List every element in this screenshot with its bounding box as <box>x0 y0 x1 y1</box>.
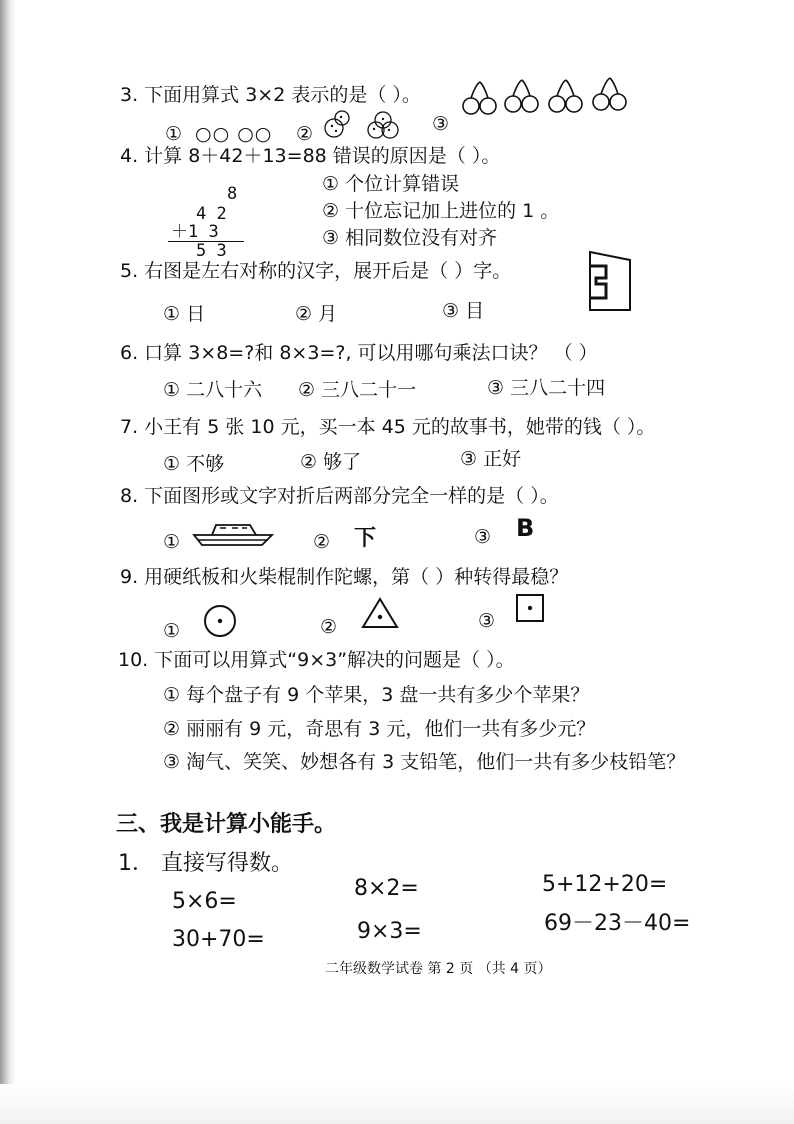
question-9-text: 9. 用硬纸板和火柴棍制作陀螺，第（ ）种转得最稳？ <box>120 566 569 588</box>
q4-option-2: ② 十位忘记加上进位的 1 。 <box>322 200 560 222</box>
q3-option-3-label: ③ <box>432 113 450 135</box>
section-3-heading: 三、我是计算小能手。 <box>116 812 337 837</box>
vertical-addend-2: 4 2 <box>196 204 227 224</box>
q10-option-1: ① 每个盘子有 9 个苹果，3 盘一共有多少个苹果？ <box>163 684 590 706</box>
scan-shadow-bottom <box>0 1084 794 1124</box>
calc-problem: 5×6= <box>172 889 237 914</box>
q5-option-2: ② 月 <box>295 303 338 325</box>
question-10-text: 10. 下面可以用算式“9×3”解决的问题是（ ）。 <box>118 649 515 671</box>
calc-problem: 5+12+20= <box>542 872 668 897</box>
q8-option-1-label: ① <box>163 531 181 553</box>
calc-problem: 9×3= <box>357 919 422 944</box>
q8-option-3-character: B <box>516 514 535 542</box>
calc-problem: 8×2= <box>354 876 419 901</box>
question-6-text: 6. 口算 3×8=?和 8×3=?, 可以用哪句乘法口诀？ （ ） <box>120 342 598 364</box>
q6-option-1: ① 二八十六 <box>163 379 263 401</box>
section-3-subheading: 1． 直接写得数。 <box>118 851 293 876</box>
q4-option-1: ① 个位计算错误 <box>322 173 460 195</box>
q6-option-3: ③ 三八二十四 <box>487 377 606 399</box>
q9-option-2-label: ② <box>320 616 338 638</box>
q7-option-1: ① 不够 <box>163 453 225 475</box>
q10-option-2: ② 丽丽有 9 元，奇思有 3 元，他们一共有多少元？ <box>163 718 596 740</box>
boat-icon <box>192 519 274 547</box>
vertical-sum: 5 3 <box>196 241 227 261</box>
square-top-icon <box>514 592 546 624</box>
calc-problem: 69－23－40= <box>544 911 691 936</box>
q8-option-3-label: ③ <box>474 526 492 548</box>
calc-problem: 30+70= <box>172 927 265 952</box>
circle-top-icon <box>202 603 238 639</box>
q7-option-3: ③ 正好 <box>460 448 522 470</box>
question-4-text: 4. 计算 8＋42＋13=88 错误的原因是（ ）。 <box>120 145 501 167</box>
question-8-text: 8. 下面图形或文字对折后两部分完全一样的是（ ）。 <box>120 485 559 507</box>
q8-option-2-label: ② <box>313 531 331 553</box>
vertical-addend-3: ＋1 3 <box>171 222 219 242</box>
question-5-text: 5. 右图是左右对称的汉字，展开后是（ ）字。 <box>120 260 512 282</box>
q9-option-3-label: ③ <box>478 610 496 632</box>
half-character-figure <box>586 248 636 312</box>
q5-option-3: ③ 目 <box>442 300 485 322</box>
q9-option-1-label: ① <box>163 620 181 642</box>
q10-option-3: ③ 淘气、笑笑、妙想各有 3 支铅笔，他们一共有多少枝铅笔？ <box>163 751 686 773</box>
q3-option-1-label: ① <box>165 123 183 145</box>
cherries-icon <box>462 78 632 118</box>
scan-shadow <box>0 0 16 1124</box>
q5-option-1: ① 日 <box>163 303 206 325</box>
q3-option-2-label: ② <box>296 123 314 145</box>
vertical-addend-1: 8 <box>227 184 238 204</box>
triangle-top-icon <box>360 596 400 630</box>
q4-option-3: ③ 相同数位没有对齐 <box>322 227 498 249</box>
strawberries-icon <box>322 108 402 140</box>
question-7-text: 7. 小王有 5 张 10 元，买一本 45 元的故事书，她带的钱（ ）。 <box>120 416 656 438</box>
q6-option-2: ② 三八二十一 <box>298 379 417 401</box>
question-3-text: 3. 下面用算式 3×2 表示的是（ ）。 <box>120 84 421 106</box>
q3-option-1-circles: ○○ ○○ <box>195 123 273 145</box>
q7-option-2: ② 够了 <box>300 451 362 473</box>
q8-option-2-character: 下 <box>354 526 377 551</box>
page-footer: 二年级数学试卷 第 2 页 （共 4 页） <box>325 961 552 977</box>
